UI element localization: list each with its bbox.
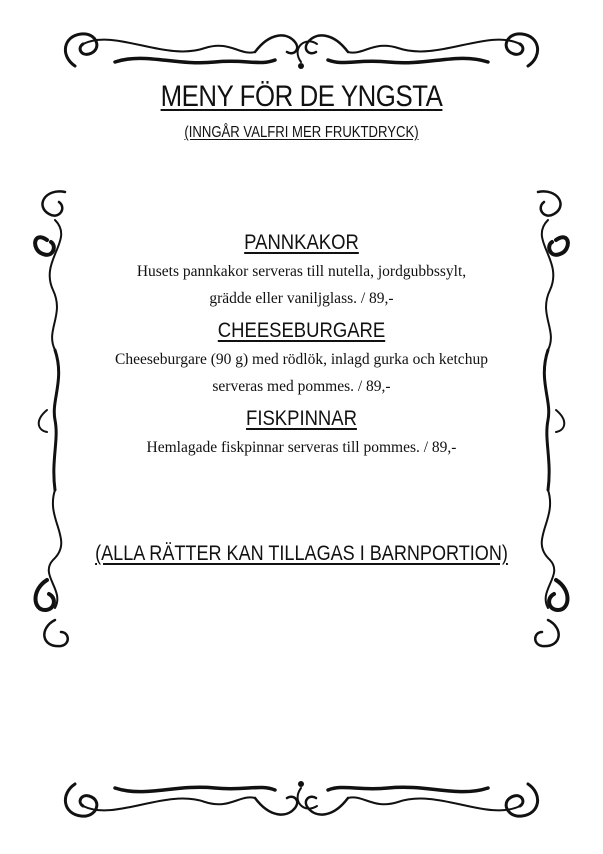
menu-item-cheeseburgare bbox=[80, 316, 523, 400]
bottom-flourish-icon bbox=[55, 770, 548, 830]
page-title: MENY FÖR DE YNGSTA bbox=[160, 80, 443, 113]
right-flourish-icon bbox=[518, 180, 578, 660]
menu-item-name: FISKPINNAR bbox=[246, 407, 357, 430]
menu-item-fiskpinnar bbox=[80, 404, 523, 461]
menu-item-name: CHEESEBURGARE bbox=[217, 319, 386, 342]
menu-item-description: serveras med pommes. / 89,- bbox=[212, 378, 391, 395]
top-flourish-icon bbox=[55, 22, 548, 78]
menu-list bbox=[80, 228, 523, 461]
menu-item-name: PANNKAKOR bbox=[244, 231, 359, 254]
menu-item-pannkakor bbox=[80, 228, 523, 312]
menu-item-description: Cheeseburgare (90 g) med rödlök, inlagd gurka och ketchup bbox=[115, 351, 488, 368]
left-flourish-icon bbox=[25, 180, 85, 660]
footer-note: (ALLA RÄTTER KAN TILLAGAS I BARNPORTION) bbox=[95, 542, 508, 565]
page-subtitle: (INNGÅR VALFRI MER FRUKTDRYCK) bbox=[184, 124, 419, 141]
menu-item-description: Husets pannkakor serveras till nutella, jordgubbssylt, bbox=[136, 263, 467, 280]
menu-item-description: grädde eller vaniljglass. / 89,- bbox=[209, 290, 394, 307]
menu-item-description: Hemlagade fiskpinnar serveras till pommes. / 89,- bbox=[146, 439, 457, 456]
